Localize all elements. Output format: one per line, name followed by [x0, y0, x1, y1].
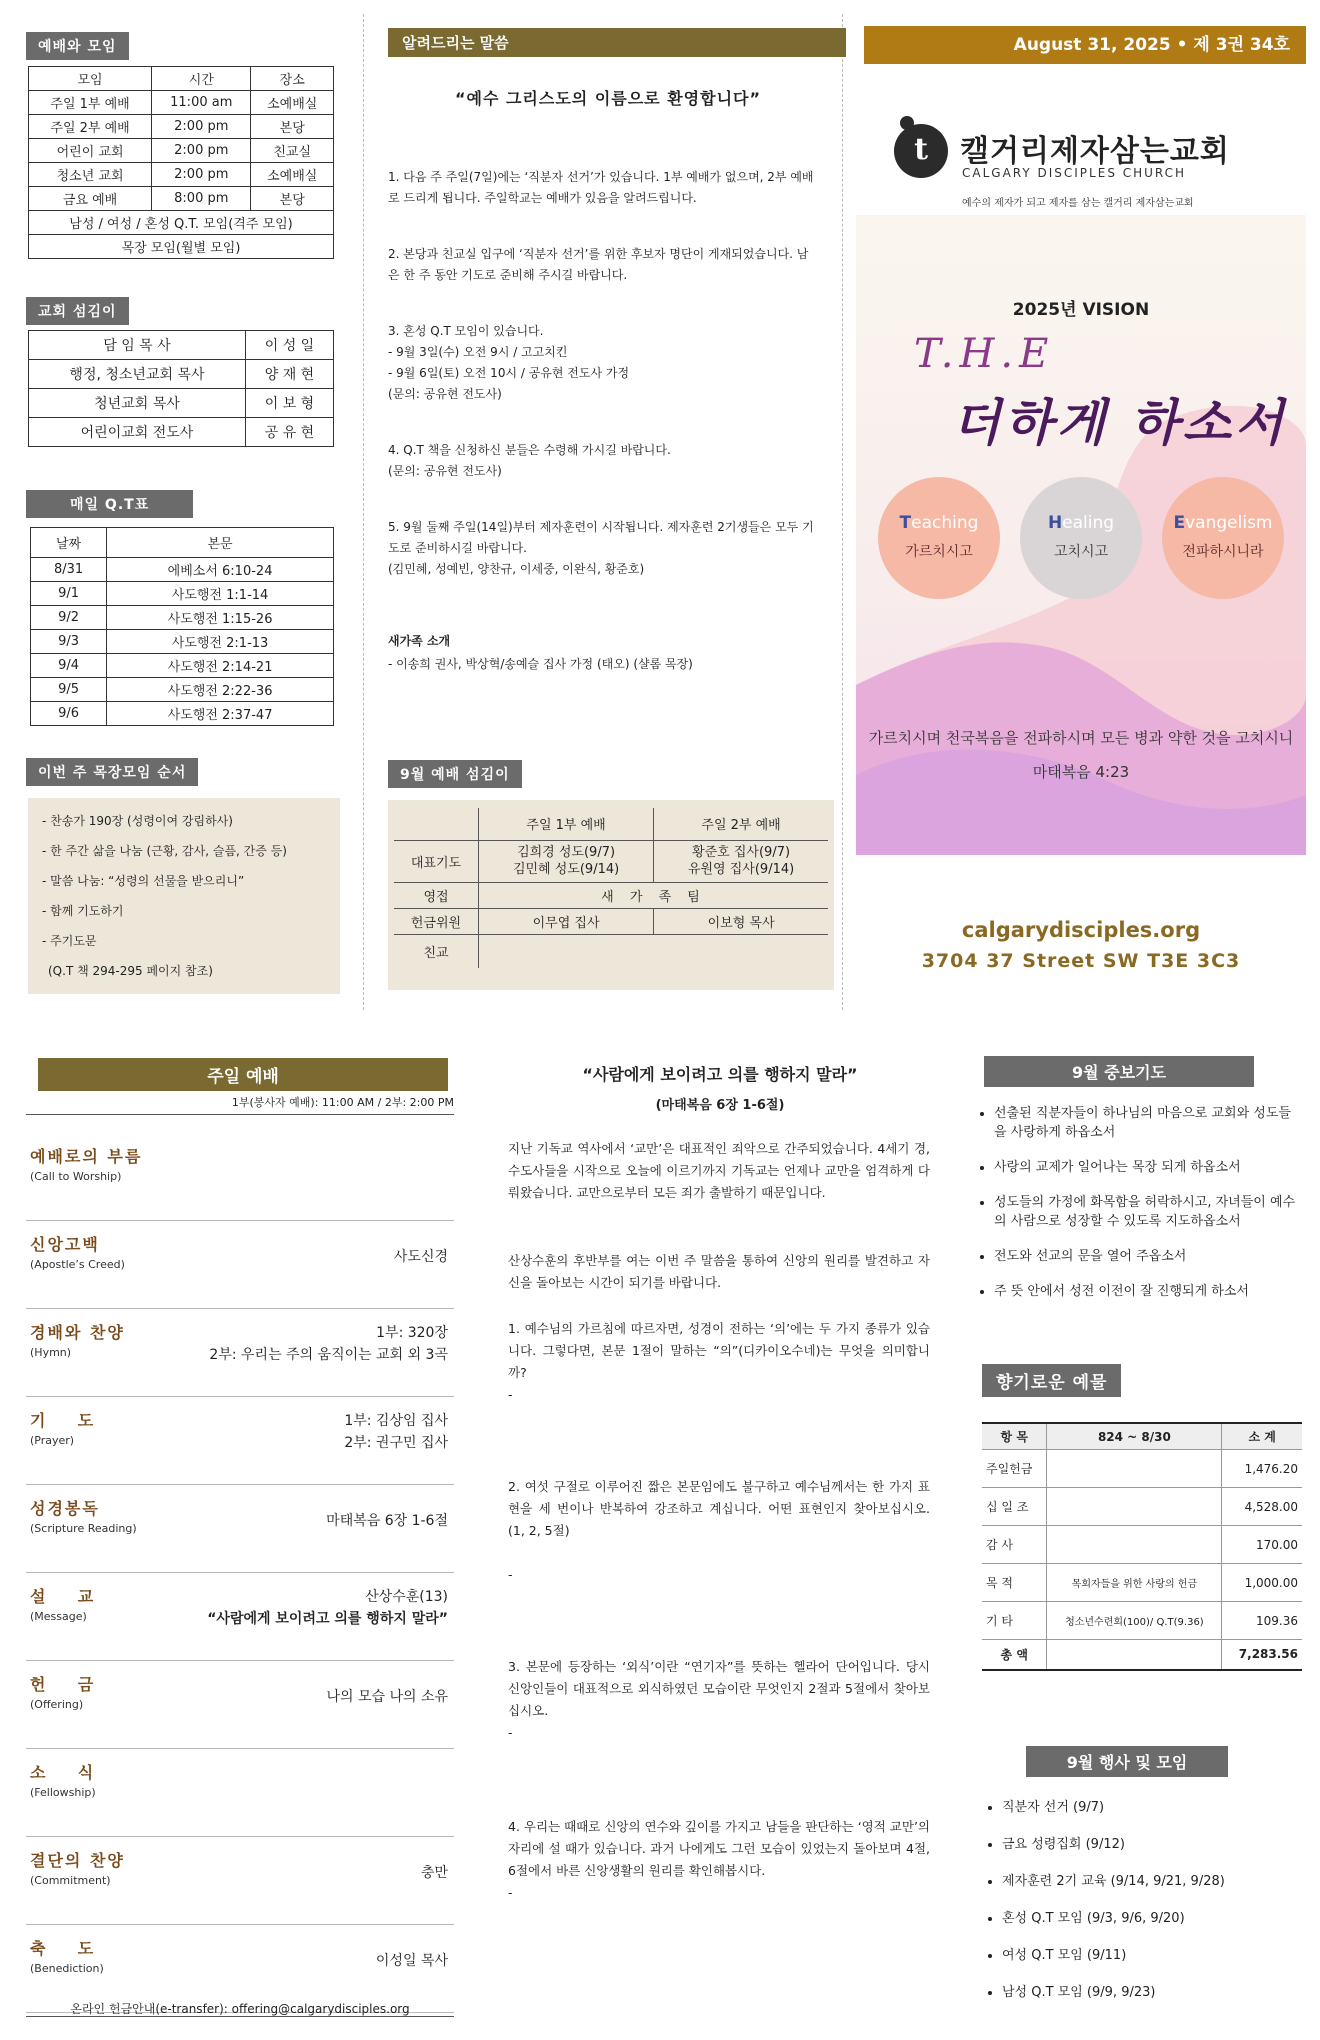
- table-row: [29, 235, 334, 259]
- table-row: [29, 331, 334, 360]
- cell: 행정, 청소년교회 목사: [29, 360, 246, 389]
- cell: 9/4: [31, 654, 107, 678]
- worship-order-row: [26, 1310, 454, 1397]
- col-header: 장소: [251, 67, 334, 91]
- cell: 9/5: [31, 678, 107, 702]
- list-item: • 전도와 선교의 문을 열어 주옵소서: [994, 1247, 1298, 1266]
- worship-order-en: (Fellowship): [30, 1786, 96, 1799]
- worship-order-en: (Apostle’s Creed): [30, 1258, 125, 1271]
- church-name-en: CALGARY DISCIPLES CHURCH: [962, 166, 1187, 180]
- vision-panel: [856, 215, 1306, 855]
- cell: 이 보 형: [245, 389, 333, 418]
- worship-order-row: [26, 1398, 454, 1485]
- worship-order-row: [26, 1222, 454, 1309]
- answer-dash: -: [508, 1567, 513, 1582]
- worship-order-en: (Prayer): [30, 1434, 75, 1447]
- worship-order-title: 경배와 찬양: [30, 1323, 125, 1342]
- announcement-item: 4. Q.T 책을 신청하신 분들은 수령해 가시길 바랍니다. (문의: 공유현 전도사): [388, 443, 671, 478]
- cell: 본당: [251, 115, 334, 139]
- cell: 2:00 pm: [152, 139, 251, 163]
- cell: 목장 모임(월별 모임): [29, 235, 334, 259]
- table-row: [31, 654, 334, 678]
- vision-title: 2025년 VISION: [1012, 300, 1150, 320]
- cell: 청소년수련회(100)/ Q.T(9.36): [1047, 1602, 1222, 1640]
- cell: 목 적: [982, 1564, 1047, 1602]
- col-header: 본문: [107, 528, 334, 558]
- circle-label: 가르치시고: [905, 544, 973, 560]
- cell: 사도행전 2:14-21: [107, 654, 334, 678]
- cell: 목회자들을 위한 사랑의 헌금: [1047, 1564, 1222, 1602]
- vision-motto: 더하게 하소서: [952, 393, 1288, 452]
- worship-order-en: (Call to Worship): [30, 1170, 122, 1183]
- vision-the: T.H.E: [914, 331, 1055, 377]
- worship-order-title: 헌 금: [30, 1675, 96, 1694]
- row-label: 대표기도: [394, 840, 479, 882]
- worship-order-en: (Commitment): [30, 1874, 111, 1887]
- cover-verse: 가르치시며 천국복음을 전파하시며 모든 병과 약한 것을 고치시니: [868, 729, 1294, 747]
- september-service-header: 9월 예배 섬김이: [388, 760, 522, 788]
- cell: 8:00 pm: [152, 187, 251, 211]
- qt-table: [30, 527, 334, 726]
- announcement-item: 5. 9월 둘째 주일(14일)부터 제자훈련이 시작됩니다. 제자훈련 2기생들은 모두 기도로 준비하시길 바랍니다. (김민혜, 성예빈, 양찬규, 이세중, 이완식, 황준호): [388, 520, 814, 576]
- row-label: 헌금위원: [394, 908, 479, 934]
- church-address: 3704 37 Street SW T3E 3C3: [921, 950, 1241, 972]
- table-row: [982, 1602, 1302, 1640]
- circle-label: 고치시고: [1053, 544, 1109, 560]
- worship-order-title: 축 도: [30, 1939, 96, 1958]
- list-item: - 한 주간 삶을 나눔 (근황, 감사, 슬픔, 간증 등): [42, 844, 287, 858]
- cell: [1047, 1450, 1222, 1488]
- circle-word: ealing: [1062, 513, 1115, 533]
- answer-dash: -: [508, 1387, 513, 1402]
- worship-order-title: 설 교: [30, 1587, 96, 1606]
- circle-word: vangelism: [1185, 513, 1273, 533]
- list-item: • 제자훈련 2기 교육 (9/14, 9/21, 9/28): [1002, 1872, 1304, 1891]
- cell: 어린이교회 전도사: [29, 418, 246, 447]
- table-row: [31, 582, 334, 606]
- offering-header: 향기로운 예물: [982, 1364, 1121, 1397]
- cell: 170.00: [1222, 1526, 1302, 1564]
- col-header: 항 목: [982, 1423, 1047, 1450]
- cell: 1,000.00: [1222, 1564, 1302, 1602]
- table-row: [29, 163, 334, 187]
- cell: 주일헌금: [982, 1450, 1047, 1488]
- cell: 소예배실: [251, 91, 334, 115]
- table-row: [31, 678, 334, 702]
- sunday-service-header: 주일 예배: [38, 1058, 448, 1091]
- cell: [1047, 1526, 1222, 1564]
- cell: 사도행전 1:1-14: [107, 582, 334, 606]
- church-logo-icon: t: [894, 124, 948, 178]
- cell: 어린이 교회: [29, 139, 152, 163]
- table-row: [29, 187, 334, 211]
- cell: 기 타: [982, 1602, 1047, 1640]
- worship-order-row: [26, 1750, 454, 1837]
- list-item: • 직분자 선거 (9/7): [1002, 1798, 1304, 1817]
- cell: 공 유 현: [245, 418, 333, 447]
- issue-date-banner: August 31, 2025 • 제 3권 34호: [864, 26, 1306, 64]
- worship-order-detail: 1부: 320장 2부: 우리는 주의 움직이는 교회 외 3곡: [209, 1325, 448, 1363]
- worship-order-en: (Hymn): [30, 1346, 72, 1359]
- table-row: [29, 91, 334, 115]
- cell: 본당: [251, 187, 334, 211]
- worship-order-en: (Message): [30, 1610, 87, 1623]
- sermon-series: 산상수훈(13): [365, 1589, 448, 1605]
- sermon-question-3: [508, 1656, 930, 1744]
- sermon-title: “사람에게 보이려고 의를 행하지 말라”: [582, 1065, 858, 1084]
- list-item: - 찬송가 190장 (성령이여 강림하사): [42, 814, 233, 828]
- cell: 남성 / 여성 / 혼성 Q.T. 모임(격주 모임): [29, 211, 334, 235]
- list-item: • 성도들의 가정에 화목함을 허락하시고, 자녀들이 예수의 사람으로 성장할 수 있도록 지도하옵소서: [994, 1193, 1298, 1231]
- cell: 황준호 집사(9/7) 유원영 집사(9/14): [654, 840, 828, 882]
- cell: 양 재 현: [245, 360, 333, 389]
- worship-order-row: [26, 1574, 454, 1661]
- worship-order-title: 신앙고백: [30, 1235, 100, 1254]
- church-name-ko: 캘거리제자삼는교회: [960, 134, 1230, 169]
- sermon-paragraph: 1. 예수님의 가르침에 따르자면, 성경이 전하는 ‘의’에는 두 가지 종류가 있습니다. 그렇다면, 본문 1절이 말하는 “의”(디카이오수네)는 무엇을 의미합니까?: [508, 1321, 930, 1380]
- september-service-box: [388, 800, 834, 990]
- col-header: 날짜: [31, 528, 107, 558]
- cell: 총 액: [982, 1640, 1047, 1670]
- circle-letter: T: [899, 513, 912, 533]
- staff-table: [28, 330, 334, 447]
- worship-order-row: [26, 1486, 454, 1573]
- worship-order-en: (Offering): [30, 1698, 84, 1711]
- announcements-header: 알려드리는 말씀: [388, 28, 846, 57]
- sermon-title-inline: “사람에게 보이려고 의를 행하지 말라”: [207, 1611, 448, 1627]
- cell-order-box: [28, 798, 340, 994]
- newcomer-text: - 이송희 권사, 박상혁/송예슬 집사 가정 (태오) (샬롬 목장): [388, 657, 693, 671]
- announcement-item: 3. 혼성 Q.T 모임이 있습니다. - 9월 3일(수) 오전 9시 / 고고치킨 - 9월 6일(토) 오전 10시 / 공유현 전도사 가정 (문의: 공유현 전도사): [388, 324, 630, 401]
- cell-order-header: 이번 주 목장모임 순서: [26, 758, 198, 786]
- row-label: 영접: [394, 882, 479, 908]
- worship-order-en: (Scripture Reading): [30, 1522, 137, 1535]
- list-item: • 금요 성령집회 (9/12): [1002, 1835, 1304, 1854]
- cell: 소예배실: [251, 163, 334, 187]
- prayer-header: 9월 중보기도: [984, 1056, 1254, 1087]
- announcements-list: [388, 152, 818, 615]
- cell: 9/3: [31, 630, 107, 654]
- col-header: 주일 1부 예배: [479, 808, 654, 840]
- cell: 1,476.20: [1222, 1450, 1302, 1488]
- answer-dash: -: [508, 1725, 513, 1740]
- sermon-intro: [508, 1138, 930, 1204]
- cover-verse-ref: 마태복음 4:23: [1032, 763, 1130, 781]
- table-row: [982, 1450, 1302, 1488]
- table-row: [31, 606, 334, 630]
- cell: 9/1: [31, 582, 107, 606]
- teaching-circle: [878, 477, 1000, 599]
- cell: 이보형 목사: [654, 908, 828, 934]
- cell: 4,528.00: [1222, 1488, 1302, 1526]
- divider: [842, 14, 843, 1010]
- cell: 주일 2부 예배: [29, 115, 152, 139]
- worship-order-detail: 1부: 김상임 집사 2부: 권구민 집사: [344, 1413, 448, 1451]
- cell: 십 일 조: [982, 1488, 1047, 1526]
- cell: 담 임 목 사: [29, 331, 246, 360]
- cell: 청소년 교회: [29, 163, 152, 187]
- worship-order-detail: 사도신경: [393, 1249, 448, 1265]
- list-item: (Q.T 책 294-295 페이지 참조): [48, 964, 213, 978]
- list-item: - 함께 기도하기: [42, 904, 124, 918]
- worship-order-title: 예배로의 부름: [30, 1147, 143, 1166]
- sermon-paragraph: 지난 기독교 역사에서 ‘교만’은 대표적인 죄악으로 간주되었습니다. 4세기 경, 수도사들을 시작으로 오늘에 이르기까지 기독교는 언제나 교만을 엄격하게 다뤄왔습니다. 교만으로부터 모든 죄가 출발하기 때문입니다.: [508, 1141, 930, 1200]
- cell: 109.36: [1222, 1602, 1302, 1640]
- cell: 사도행전 1:15-26: [107, 606, 334, 630]
- sermon-paragraph: 2. 여섯 구절로 이루어진 짧은 본문임에도 불구하고 예수님께서는 한 가지 표현을 세 번이나 반복하여 강조하고 계십니다. 어떤 표현인지 찾아보십시오. (1, 2, 5절): [508, 1479, 930, 1538]
- list-item: - 주기도문: [42, 934, 97, 948]
- cell: 청년교회 목사: [29, 389, 246, 418]
- sermon-question-2: [508, 1476, 930, 1586]
- answer-dash: -: [508, 1885, 513, 1900]
- table-row: [29, 115, 334, 139]
- worship-times-table: [28, 66, 334, 259]
- circle-letter: H: [1047, 513, 1063, 533]
- worship-order-title: 기 도: [30, 1411, 96, 1430]
- prayer-list: [976, 1104, 1298, 1317]
- cell: 이무엽 집사: [479, 908, 654, 934]
- table-row: [31, 702, 334, 726]
- sermon-paragraph-block: [508, 1250, 930, 1294]
- worship-order-title: 소 식: [30, 1763, 96, 1782]
- worship-order-en: (Benediction): [30, 1962, 104, 1975]
- cell: 에베소서 6:10-24: [107, 558, 334, 582]
- worship-order-detail: 이성일 목사: [375, 1953, 448, 1969]
- staff-header: 교회 섬김이: [26, 297, 129, 325]
- sermon-paragraph: 4. 우리는 때때로 신앙의 연수와 깊이를 가지고 남들을 판단하는 ‘영적 교만’의 자리에 설 때가 있습니다. 과거 나에게도 그런 모습이 있었는지 돌아보며 4절, 6절에서 바른 신앙생활의 원리를 확인해봅시다.: [508, 1819, 930, 1878]
- sermon-ref: (마태복음 6장 1-6절): [655, 1098, 785, 1113]
- table-row: [31, 558, 334, 582]
- announcements-title: “예수 그리스도의 이름으로 환영합니다”: [454, 89, 762, 108]
- cell: 금요 예배: [29, 187, 152, 211]
- col-header: 모임: [29, 67, 152, 91]
- worship-order-detail: 마태복음 6장 1-6절: [326, 1513, 448, 1529]
- events-list: [984, 1798, 1304, 2020]
- events-header: 9월 행사 및 모임: [1026, 1746, 1228, 1777]
- sermon-paragraph: 산상수훈의 후반부를 여는 이번 주 말씀을 통하여 신앙의 원리를 발견하고 자신을 돌아보는 시간이 되기를 바랍니다.: [508, 1253, 930, 1290]
- cell: 이 성 일: [245, 331, 333, 360]
- cell: 사도행전 2:1-13: [107, 630, 334, 654]
- table-row: [31, 630, 334, 654]
- circle-word: eaching: [911, 513, 979, 533]
- newcomer-title: 새가족 소개: [388, 634, 451, 648]
- worship-order-title: 성경봉독: [30, 1499, 100, 1518]
- col-header: 주일 2부 예배: [654, 808, 828, 840]
- cell: 8/31: [31, 558, 107, 582]
- cell: [1047, 1488, 1222, 1526]
- worship-order-title: 결단의 찬양: [30, 1851, 125, 1870]
- qt-header: 매일 Q.T표: [26, 490, 206, 518]
- church-slogan: 예수의 제자가 되고 제자를 삼는 캘거리 제자삼는교회: [962, 198, 1194, 209]
- total-row: [982, 1640, 1302, 1670]
- cell: 2:00 pm: [152, 115, 251, 139]
- cell: 9/6: [31, 702, 107, 726]
- divider: [26, 1114, 454, 1115]
- worship-times-header: 예배와 모임: [26, 32, 129, 60]
- row-label: 친교: [423, 945, 449, 961]
- online-offering-info: 온라인 헌금안내(e-transfer): offering@calgarydisciples.org: [70, 2002, 410, 2016]
- list-item: • 주 뜻 안에서 성전 이전이 잘 진행되게 하소서: [994, 1282, 1298, 1301]
- table-row: [29, 211, 334, 235]
- cell: 친교실: [251, 139, 334, 163]
- healing-circle: [1020, 477, 1142, 599]
- worship-order-detail: [207, 1586, 448, 1630]
- table-row: [982, 1526, 1302, 1564]
- website-link[interactable]: calgarydisciples.org: [961, 918, 1201, 942]
- table-row: [29, 418, 334, 447]
- cell: 김희경 성도(9/7) 김민혜 성도(9/14): [479, 840, 654, 882]
- worship-order-detail: 나의 모습 나의 소유: [326, 1689, 448, 1705]
- table-row: [29, 360, 334, 389]
- list-item: - 말씀 나눔: “성령의 선물을 받으리니”: [42, 874, 245, 888]
- cell: 새 가 족 팀: [479, 882, 829, 908]
- sermon-question-1: [508, 1318, 930, 1406]
- list-item: • 사랑의 교제가 일어나는 목장 되게 하옵소서: [994, 1158, 1298, 1177]
- sermon-question-4: [508, 1816, 930, 1904]
- col-header: 시간: [152, 67, 251, 91]
- worship-order-detail: 충만: [420, 1865, 448, 1881]
- cell: 주일 1부 예배: [29, 91, 152, 115]
- divider: [363, 14, 364, 1010]
- circle-letter: E: [1173, 513, 1186, 533]
- september-service-table: [394, 808, 828, 968]
- list-item: • 선출된 직분자들이 하나님의 마음으로 교회와 성도들을 사랑하게 하옵소서: [994, 1104, 1298, 1142]
- cell: 2:00 pm: [152, 163, 251, 187]
- cell: 7,283.56: [1222, 1640, 1302, 1670]
- worship-order-row: [26, 1134, 454, 1221]
- sunday-service-sub: 1부(봉사자 예배): 11:00 AM / 2부: 2:00 PM: [231, 1096, 454, 1109]
- announcement-item: 2. 본당과 친교실 입구에 ‘직분자 선거’를 위한 후보자 명단이 게재되었습니다. 남은 한 주 동안 기도로 준비해 주시길 바랍니다.: [388, 247, 809, 282]
- col-header: 소 계: [1222, 1423, 1302, 1450]
- list-item: • 혼성 Q.T 모임 (9/3, 9/6, 9/20): [1002, 1909, 1304, 1928]
- table-row: [29, 139, 334, 163]
- worship-order-row: [26, 1662, 454, 1749]
- sermon-paragraph: 3. 본문에 등장하는 ‘외식’이란 “연기자”를 뜻하는 헬라어 단어입니다. 당시 신앙인들이 대표적으로 외식하였던 모습이란 무엇인지 2절과 5절에서 찾아보십시오.: [508, 1659, 930, 1718]
- table-row: [29, 389, 334, 418]
- cell: 11:00 am: [152, 91, 251, 115]
- col-header: 824 ~ 8/30: [1047, 1423, 1222, 1450]
- table-row: [982, 1564, 1302, 1602]
- offering-table: [982, 1422, 1302, 1671]
- table-row: [982, 1488, 1302, 1526]
- worship-order-row: [26, 1838, 454, 1925]
- list-item: • 남성 Q.T 모임 (9/9, 9/23): [1002, 1983, 1304, 2002]
- cell: 사도행전 2:37-47: [107, 702, 334, 726]
- evangelism-circle: [1162, 477, 1284, 599]
- circle-label: 전파하시니라: [1182, 544, 1264, 560]
- cell: 사도행전 2:22-36: [107, 678, 334, 702]
- cell: 9/2: [31, 606, 107, 630]
- list-item: • 여성 Q.T 모임 (9/11): [1002, 1946, 1304, 1965]
- cell: 감 사: [982, 1526, 1047, 1564]
- announcement-item: 1. 다음 주 주일(7일)에는 ‘직분자 선거’가 있습니다. 1부 예배가 없으며, 2부 예배로 드리게 됩니다. 주일학교는 예배가 있음을 알려드립니다.: [388, 170, 814, 205]
